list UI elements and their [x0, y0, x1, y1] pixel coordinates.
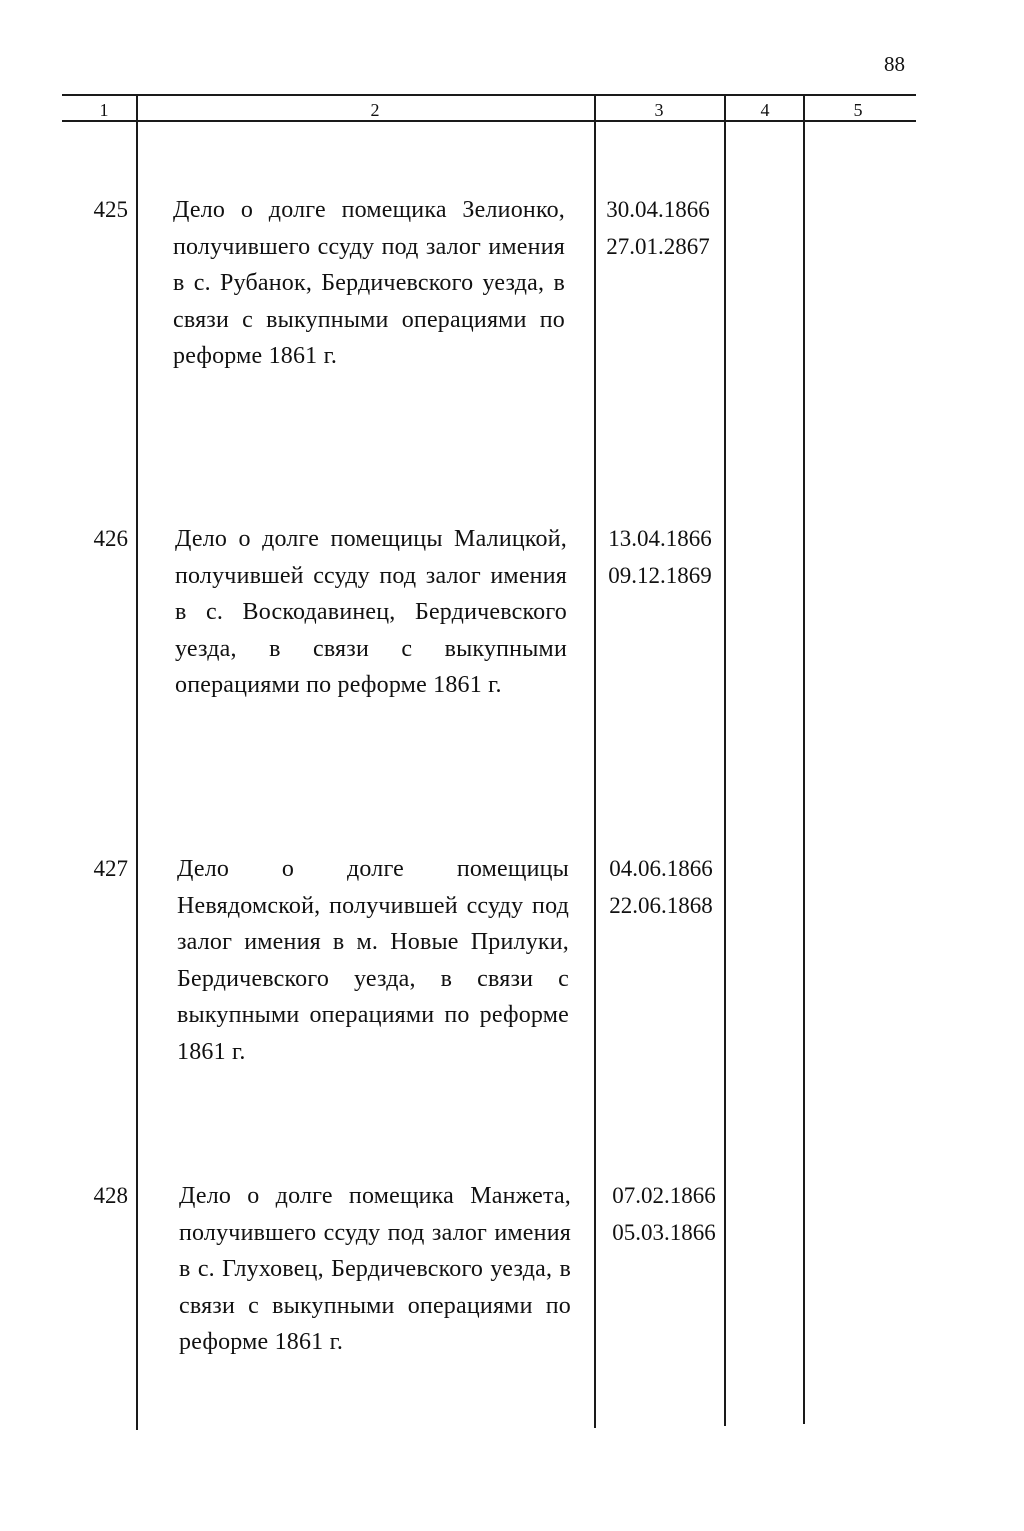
record-date-end: 05.03.1866: [612, 1219, 716, 1245]
record-number: 426: [93, 526, 128, 551]
column-header-2: 2: [370, 100, 380, 120]
record-dates: [596, 521, 724, 594]
record-date-start: 13.04.1866: [608, 526, 712, 551]
record-description: Дело о долге помещицы Малицкой, получившей ссуду под залог имения в с. Воскодавинец, Бердичевского уезда, в связи с выкупными операциями по реформе 1861 г.: [175, 526, 567, 698]
record-date-start: 30.04.1866: [606, 197, 710, 222]
record-description: Дело о долге помещика Зелионко, получившего ссуду под залог имения в с. Рубанок, Бердичевского уезда, в связи с выкупными операциями по реформе 1861 г.: [173, 197, 565, 369]
table-header-rule: [62, 120, 916, 122]
record-description: Дело о долге помещицы Невядомской, получившей ссуду под залог имения в м. Новые Прилуки, Бердичевского уезда, в связи с выкупными операциями по реформе 1861 г.: [177, 856, 569, 1065]
column-divider-4: [803, 94, 805, 1424]
table-top-rule: [62, 94, 916, 96]
column-header-1: 1: [99, 100, 109, 120]
record-date-start: 04.06.1866: [609, 856, 713, 881]
record-date-end: 22.06.1868: [609, 892, 713, 918]
record-date-end: 27.01.2867: [606, 233, 710, 259]
record-dates: [600, 1178, 728, 1251]
page-number: 88: [884, 52, 905, 76]
record-number: 427: [93, 856, 128, 881]
column-header-5: 5: [853, 100, 863, 120]
column-divider-1: [136, 94, 138, 1430]
record-number: 425: [93, 197, 128, 222]
record-dates: [597, 851, 725, 924]
column-header-3: 3: [654, 100, 664, 120]
record-description: Дело о долге помещика Манжета, получившего ссуду под залог имения в с. Глуховец, Бердичевского уезда, в связи с выкупными операциями по реформе 1861 г.: [179, 1183, 571, 1355]
record-date-end: 09.12.1869: [608, 562, 712, 588]
record-date-start: 07.02.1866: [612, 1183, 716, 1208]
column-header-4: 4: [760, 100, 770, 120]
record-number: 428: [93, 1183, 128, 1208]
column-divider-2: [594, 94, 596, 1428]
record-dates: [594, 192, 722, 265]
